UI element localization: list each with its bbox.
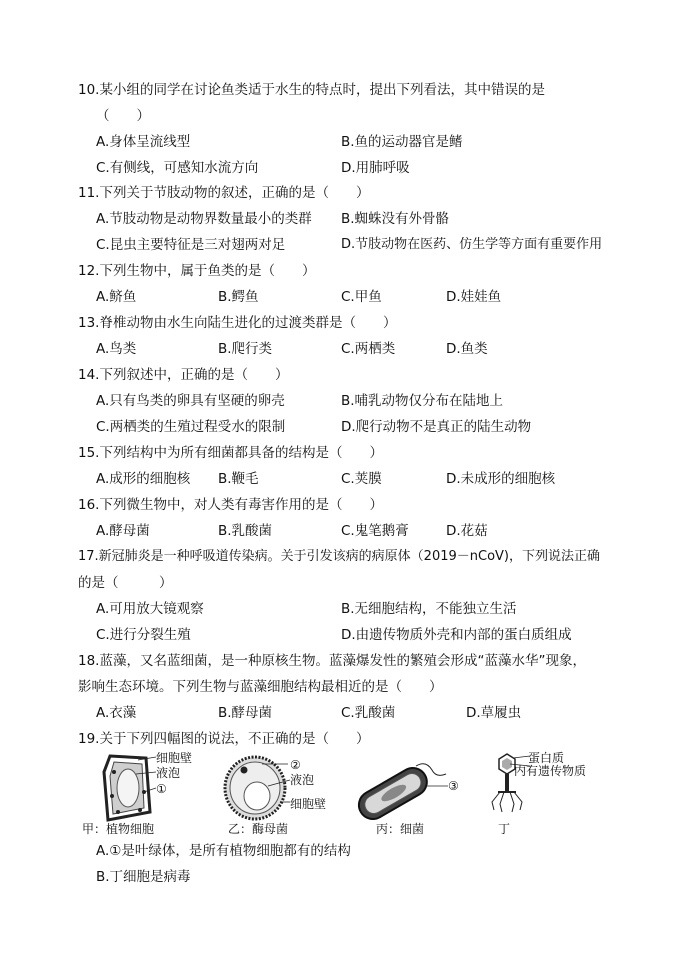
virus-figure (484, 752, 530, 814)
yeast-label-vacuole: 液泡 (290, 773, 315, 787)
plant-cell-caption: 甲：植物细胞 (82, 822, 155, 836)
question-18-stem: 18.蓝藻，又名蓝细菌，是一种原核生物。蓝藻爆发性的繁殖会形成“蓝藻水华”现象， (78, 653, 586, 669)
question-19-option-b: B.丁细胞是病毒 (96, 869, 191, 885)
question-14-option-c: C.两栖类的生殖过程受水的限制 (96, 419, 286, 435)
question-10-option-a: A.身体呈流线型 (96, 134, 191, 150)
question-19-option-a: A.①是叶绿体，是所有植物细胞都有的结构 (96, 843, 351, 859)
virus-label-protein: 蛋白质 (528, 751, 565, 765)
virus-caption: 丁 (498, 822, 511, 836)
question-12-option-c: C.甲鱼 (341, 289, 382, 305)
yeast-caption: 乙：酶母菌 (228, 822, 289, 836)
question-17-option-b: B.无细胞结构，不能独立生活 (341, 601, 517, 617)
question-12-option-a: A.鲚鱼 (96, 289, 137, 305)
question-19-stem: 19.关于下列四幅图的说法，不正确的是（ ） (78, 731, 370, 747)
question-11-option-d: D.节肢动物在医药、仿生学等方面有重要作用 (341, 237, 603, 252)
question-15-option-b: B.鞭毛 (218, 471, 259, 487)
question-12-option-d: D.娃娃鱼 (446, 289, 502, 305)
question-18-option-c: C.乳酸菌 (341, 705, 396, 721)
question-15-option-a: A.成形的细胞核 (96, 471, 191, 487)
question-17-option-d: D.由遗传物质外壳和内部的蛋白质组成 (341, 627, 572, 643)
question-13-option-d: D.鱼类 (446, 341, 488, 357)
question-16-option-b: B.乳酸菌 (218, 523, 273, 539)
question-14-option-b: B.哺乳动物仅分布在陆地上 (341, 393, 504, 409)
question-10-option-b: B.鱼的运动器官是鳍 (341, 134, 463, 150)
question-10-stem: 10.某小组的同学在讨论鱼类适于水生的特点时，提出下列看法，其中错误的是 (78, 82, 545, 98)
plant-cell-label-vacuole: 液泡 (156, 766, 181, 780)
virus-label-genetic-material: 内有遗传物质 (514, 764, 587, 778)
question-15-option-d: D.未成形的细胞核 (446, 471, 556, 487)
question-16-option-d: D.花菇 (446, 523, 488, 539)
question-17-option-c: C.进行分裂生殖 (96, 627, 191, 643)
question-10-option-d: D.用肺呼吸 (341, 160, 410, 176)
question-16-option-a: A.酵母菌 (96, 523, 150, 539)
question-15-stem: 15.下列结构中为所有细菌都具备的结构是（ ） (78, 445, 383, 461)
question-16-option-c: C.鬼笔鹅膏 (341, 523, 409, 539)
question-16-stem: 16.下列微生物中，对人类有毒害作用的是（ ） (78, 497, 383, 513)
question-11-option-c: C.昆虫主要特征是三对翅两对足 (96, 237, 286, 253)
yeast-figure (222, 752, 292, 822)
question-10-blank: （ ） (96, 108, 150, 124)
question-11-option-b: B.蜘蛛没有外骨骼 (341, 211, 450, 227)
question-18-stem-line2: 影响生态环境。下列生物与蓝藻细胞结构最相近的是（ ） (78, 679, 443, 695)
plant-cell-label-1: ① (156, 782, 167, 796)
question-18-option-d: D.草履虫 (466, 705, 522, 721)
question-11-option-a: A.节肢动物是动物界数量最小的类群 (96, 211, 312, 227)
question-18-option-b: B.酵母菌 (218, 705, 273, 721)
question-14-stem: 14.下列叙述中，正确的是（ ） (78, 367, 289, 383)
question-17-stem: 17.新冠肺炎是一种呼吸道传染病。关于引发该病的病原体（2019－nCoV)，下列说法正确 (78, 549, 600, 564)
question-12-stem: 12.下列生物中，属于鱼类的是（ ） (78, 263, 316, 279)
question-13-stem: 13.脊椎动物由水生向陆生进化的过渡类群是（ ） (78, 315, 397, 331)
question-13-option-a: A.鸟类 (96, 341, 137, 357)
bacteria-figure (350, 758, 450, 820)
question-14-option-d: D.爬行动物不是真正的陆生动物 (341, 419, 532, 435)
question-18-option-a: A.衣藻 (96, 705, 137, 721)
question-13-option-b: B.爬行类 (218, 341, 273, 357)
yeast-label-wall: 细胞壁 (290, 797, 327, 811)
question-14-option-a: A.只有鸟类的卵具有坚硬的卵壳 (96, 393, 285, 409)
yeast-label-2: ② (290, 758, 301, 772)
bacteria-label-3: ③ (448, 779, 459, 793)
plant-cell-figure (100, 752, 156, 824)
plant-cell-label-wall: 细胞壁 (156, 751, 193, 765)
question-10-option-c: C.有侧线，可感知水流方向 (96, 160, 259, 176)
bacteria-caption: 丙：细菌 (376, 822, 425, 836)
question-17-option-a: A.可用放大镜观察 (96, 601, 204, 617)
question-11-stem: 11.下列关于节肢动物的叙述，正确的是（ ） (78, 185, 370, 201)
question-12-option-b: B.鳄鱼 (218, 289, 259, 305)
question-13-option-c: C.两栖类 (341, 341, 396, 357)
question-17-stem-line2: 的是（ ） (78, 575, 173, 591)
question-15-option-c: C.荚膜 (341, 471, 382, 487)
